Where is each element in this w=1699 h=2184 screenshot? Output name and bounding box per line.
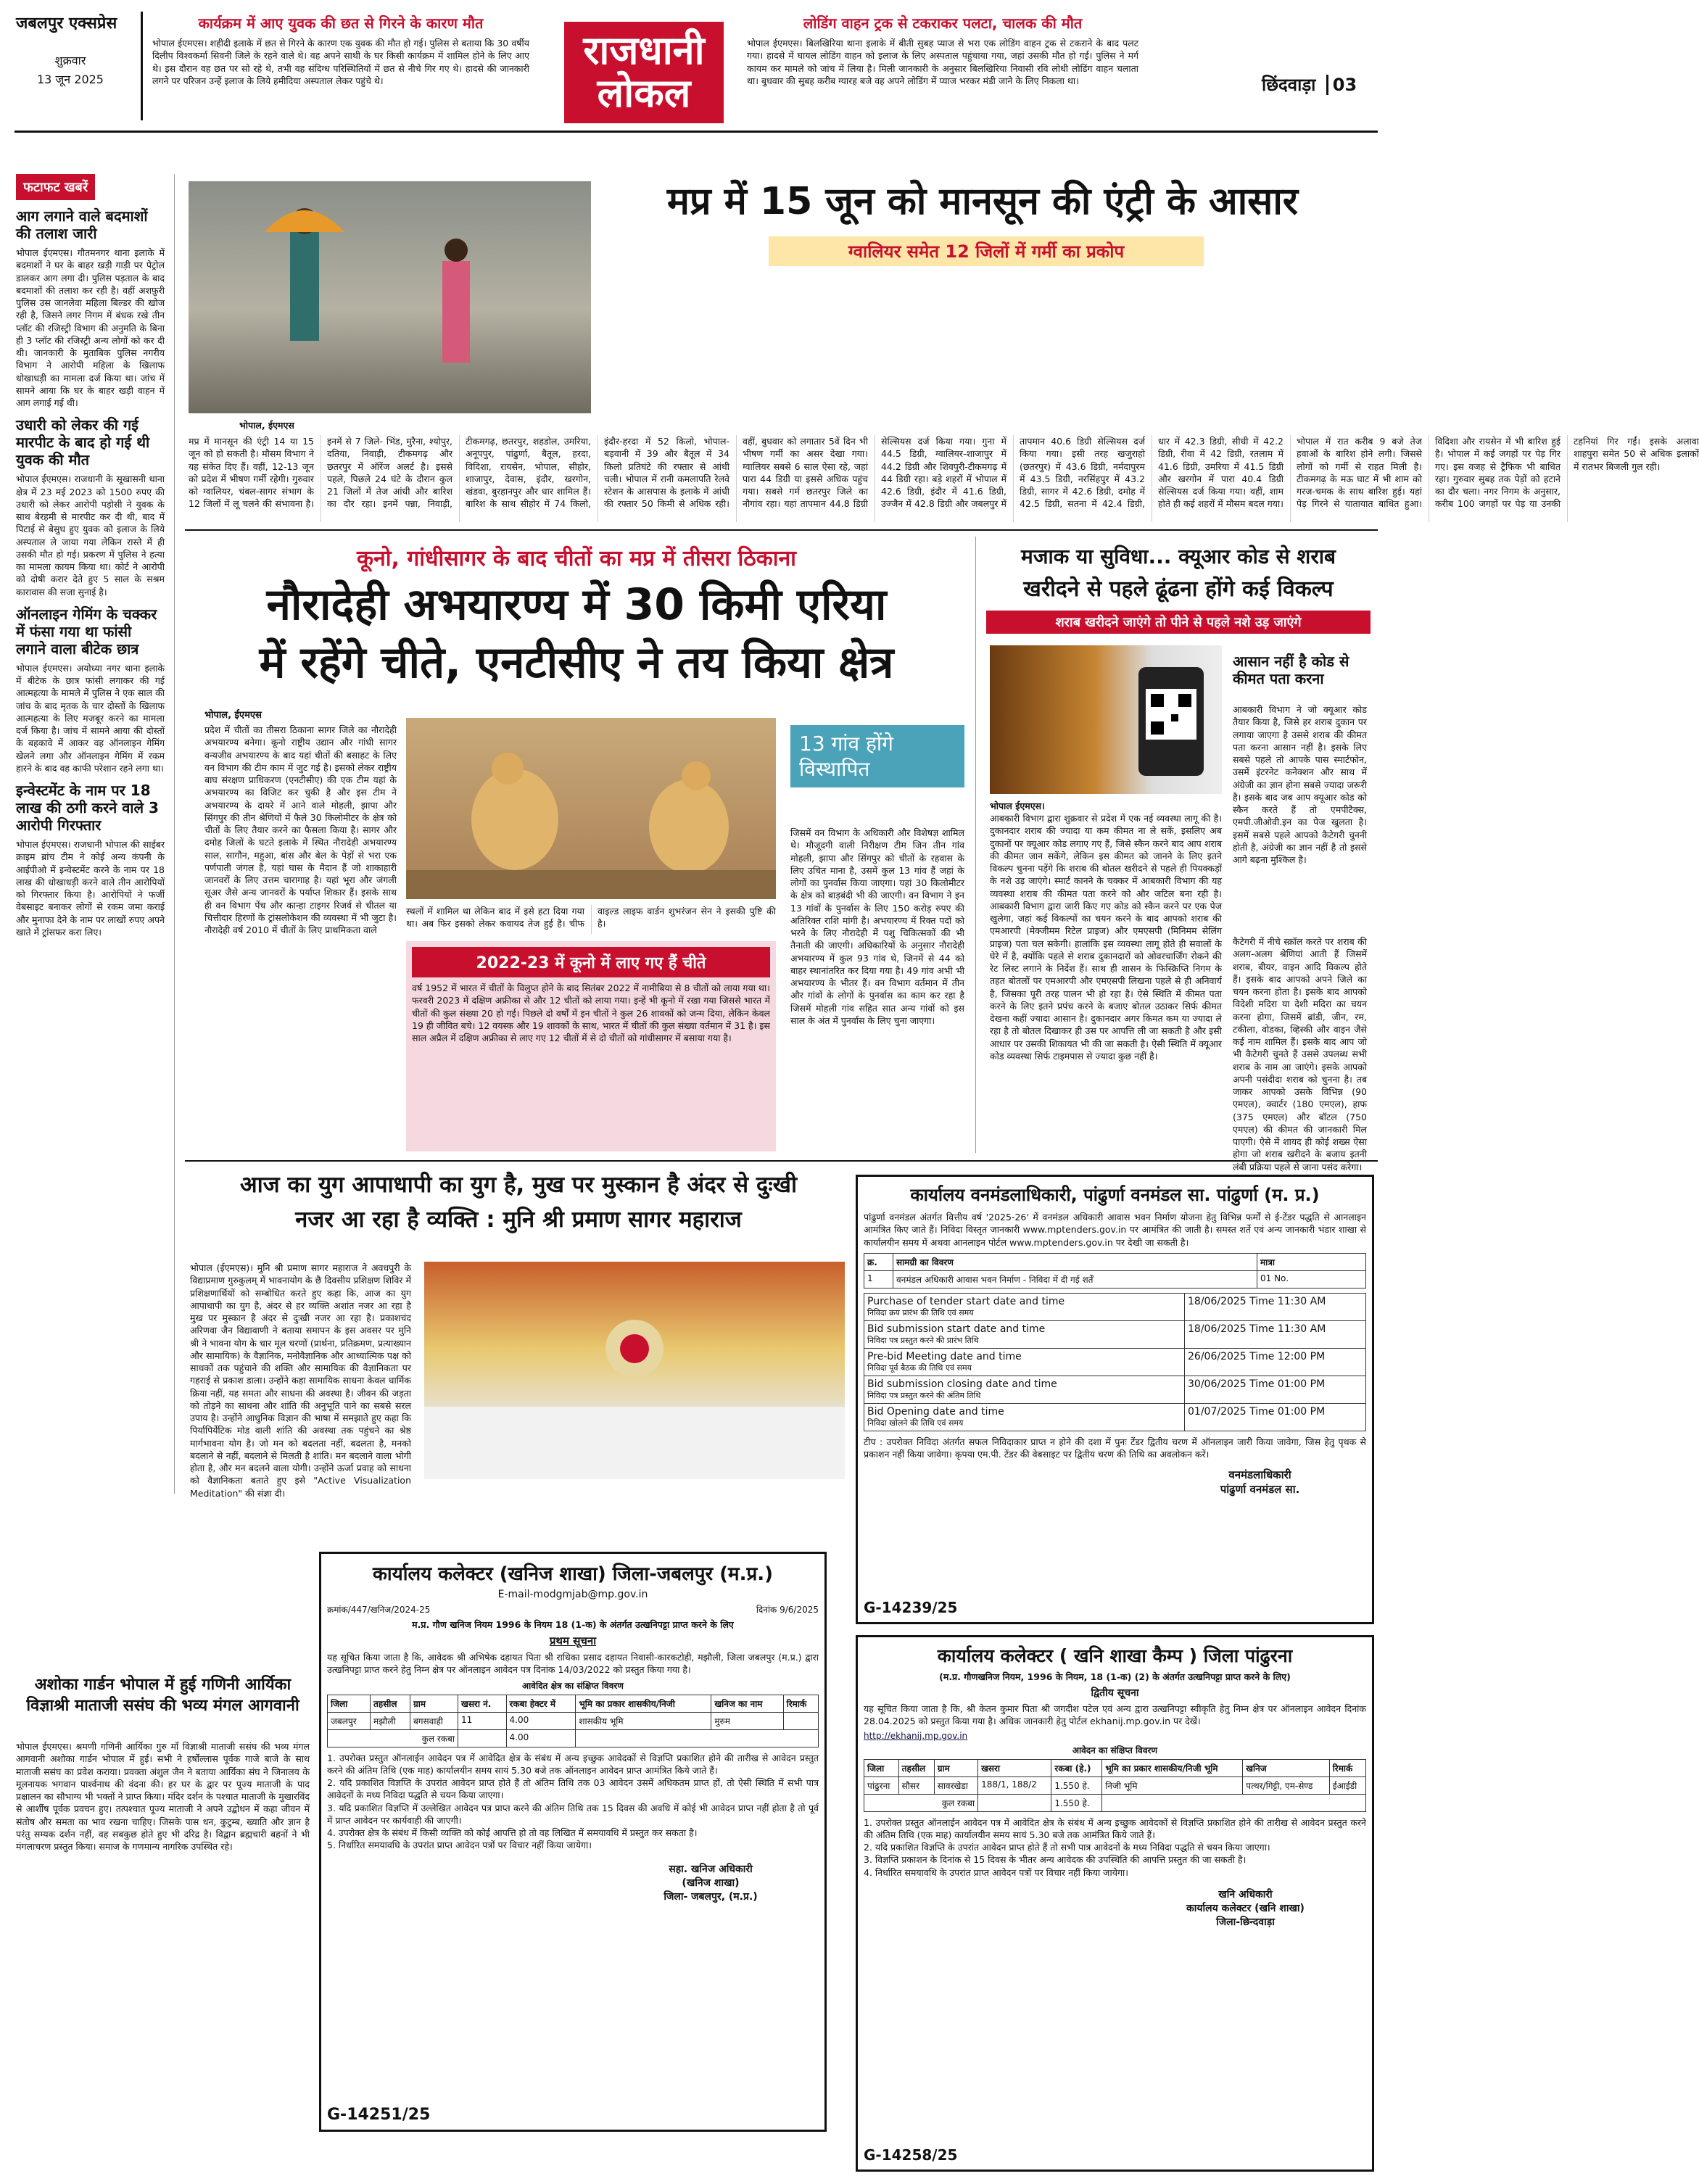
col-header: रिमार्क <box>783 1695 818 1712</box>
rule <box>185 1160 1378 1162</box>
cell: 4.00 <box>506 1712 576 1729</box>
cell: 11 <box>458 1712 507 1729</box>
section-line2: लोकल <box>597 70 691 117</box>
rain-photo <box>189 181 591 413</box>
qr-dateline: भोपाल ईएमएस। <box>990 801 1045 811</box>
qr-strap: शराब खरीदने जाएंगे तो पीने से पहले नशे उड़ जाएंगे <box>986 611 1371 634</box>
ashoka-body: भोपाल ईएमएस। श्रमणी गणिनी आर्यिका गुरु माँ विज्ञाश्री माताजी ससंघ की भव्य मंगल आगवानी अशोका गार्डन भोपाल में हुई। सभी ने हर्षोल्लास पूर्वक गाजे बाजे के साथ माताजी ससंघ का प्रवेश कराया। प्रवक्ता अंशुल जैन ने बताया आर्यिका संघ ने जिनालय के मूलनायक भगवान पार्श्वनाथ की वंदना की। हर घर के द्वार पर पूज्य माताजी के पाद प्रक्षालन का सौभाग्य भी भक्तों ने प्राप्त किया। मंदिर दर्शन के पश्चात माताजी के मुखारविंद से आर्शीष पूर्वक प्रवचन हुए। तत्पश्चात पूज्य माताजी ने अपने उद्बोधन में कहा जीवन में संतोष और समता का भाव रखना चाहिए। जिसके पास धन, कुटुम्ब, ख्याति और ज्ञान है परंतु सम्यक दर्शन नहीं, वह सबकुछ होते हुए भी दरिद्र है। विद्वान ब्रह्मचारी बहनों ने भी मंगलाचरण प्रस्तुत किया। समाज के गणमान्य नागरिक उपस्थित रहे। <box>16 1741 310 1852</box>
signatory-dept: पांढुर्णा वनमंडल सा. <box>1220 1483 1300 1497</box>
brief-headline: इन्वेस्टमेंट के नाम पर 18 लाख की ठगी करने वाले 3 आरोपी गिरफ्तार <box>16 782 159 834</box>
tender-notice: द्वितीय सूचना <box>1091 1687 1139 1699</box>
section-line1: राजधानी <box>583 28 705 73</box>
top-right-body: भोपाल ईएमएस। बिलखिरिया थाना इलाके में बीती सुबह प्याज से भरा एक लोडिंग वाहन ट्रक से टकराने के बाद पलट गया। हादसे में घायल लोडिंग वाहन को इलाज के लिए अस्पताल पहुंचाया गया, जहां उसकी मौत हो गई। पुलिस ने मर्ग कायम कर मामले को जांच में लिया है। मिली जानकारी के अनुसार बिलखिरिया निवासी रवि लोधी लोडिंग वाहन चलाता था। बुधवार की सुबह करीब ग्यारह बजे वह अपने लोडिंग में प्याज भरकर मंडी जाने के लिए निकला था। <box>747 38 1138 86</box>
rain-photo-figures <box>189 181 591 413</box>
tender-title: कार्यालय वनमंडलाधिकारी, पांढुर्णा वनमंडल सा. पांढुर्णा (म. प्र.) <box>910 1185 1320 1205</box>
cheetah-photo-caption: स्थलों में शामिल था लेकिन बाद में इसे हटा दिया गया था। अब फिर इसको लेकर कवायद तेज हुई है। चीफ वाइल्ड लाइफ वार्डन शुभरंजन सेन ने इसकी पुष्टि की है। <box>406 906 776 930</box>
top-left-body: भोपाल ईएमएस। शहीदी इलाके में छत से गिरने के कारण एक युवक की मौत हो गई। पुलिस से बताया कि 30 वर्षीय दिलीप विश्वकर्मा सिवनी जिले के रहने वाले थे। वह अपने साथी के घर किसी कार्यक्रम में शामिल होने के लिए आए थे। इस दौरान वह छत पर सो रहे थे, तभी वह संदिग्ध परिस्थितियों में छत से नीचे गिर गए थे। हादसे की जानकारी लगने पर परिजन उन्हें इलाज के लिये हमीदिया अस्पताल लेकर पहुंचे थे। <box>152 38 529 86</box>
point: 1. उपरोक्त प्रस्तुत ऑनलाईन आवेदन पत्र में आवेदित क्षेत्र के संबंध में अन्य इच्छुक आवेदकों से विज्ञप्ति प्रकाशित होने की तारीख से आवेदन प्रस्तुत करने की अंतिम तिथि (एक माह) कार्यालयीन समय सायं 5.30 बजे तक ऑनलाइन आवेदन प्राप्त आमंत्रित किये जाते हैं। <box>327 1752 819 1776</box>
col-header: खसरा नं. <box>458 1695 507 1712</box>
col-header: खसरा <box>978 1759 1051 1776</box>
date-label: Pre-bid Meeting date and time <box>867 1350 1022 1362</box>
tender-jabalpur <box>319 1552 827 2132</box>
col-header: सामग्री का विवरण <box>893 1253 1257 1270</box>
top-right-headline: लोडिंग वाहन ट्रक से टकराकर पलटा, चालक की मौत <box>803 15 1083 32</box>
cell <box>864 1376 1185 1403</box>
tender-pandhurna <box>856 1635 1374 2172</box>
fatafat-label: फटाफट खबरें <box>16 174 95 200</box>
tender-signature <box>1154 1468 1366 1497</box>
fact-box-title: 2022-23 में कूनो में लाए गए हैं चीते <box>412 947 770 977</box>
cell: पत्थर/गिट्टी, एम-सेण्ड <box>1243 1776 1329 1794</box>
cell <box>864 1293 1185 1320</box>
cell: सौसर <box>898 1776 934 1794</box>
cell <box>864 1348 1185 1376</box>
column-divider <box>174 174 175 1494</box>
cell: 1 <box>864 1270 893 1288</box>
table-row <box>864 1403 1366 1431</box>
qr-side-headline: आसान नहीं है कोड से कीमत पता करना <box>1233 653 1349 687</box>
table-row <box>864 1348 1366 1376</box>
page-info <box>1262 73 1357 96</box>
total-label: कुल रकबा <box>864 1794 978 1811</box>
rule <box>185 529 1378 531</box>
qr-code-icon <box>990 645 1222 794</box>
masthead-rule <box>15 131 1378 133</box>
top-right-story <box>747 13 1138 87</box>
day: शुक्रवार <box>54 54 86 67</box>
table-row <box>864 1293 1366 1320</box>
cheetah-figures <box>406 718 776 899</box>
cell: 1.550 हे. <box>1051 1776 1102 1794</box>
cell: 188/1, 188/2 <box>978 1776 1051 1794</box>
total-value: 4.00 <box>506 1729 576 1747</box>
brief-headline: आग लगाने वाले बदमाशों की तलाश जारी <box>16 207 148 242</box>
fact-box-body: वर्ष 1952 में भारत में चीतों के विलुप्त होने के बाद सितंबर 2022 में नामीबिया से 8 चीतों को लाया गया था। फरवरी 2023 में दक्षिण अफ्रीका से और 12 चीतों को लाया गया। इन्हें भी कूनो में रखा गया जिससे भारत में चीतों की कुल संख्या 20 हो गई। पिछले दो वर्षों में इन चीतों ने कुल 26 शावकों को जन्म दिया, लेकिन केवल 19 ही जीवित बचे। 12 वयस्क और 19 शावकों के साथ, भारत में चीतों की कुल संख्या वर्तमान में 31 है। इस साल अप्रैल में दक्षिण अफ्रीका से लाए गए 12 चीतों में से दो चीतों को गांधीसागर में बसाया गया है। <box>412 983 770 1043</box>
tender-notice: प्रथम सूचना <box>549 1634 597 1647</box>
date-label-hindi: निविदा क्रय प्रारंभ की तिथि एवं समय <box>867 1307 974 1318</box>
cell <box>783 1712 818 1729</box>
brief-body: भोपाल ईएमएस। राजधानी भोपाल की साईबर क्राइम ब्रांच टीम ने कोई अन्य कंपनी के आईपीओ में इन्वेस्टमेंट करने के नाम पर 18 लाख की धोखाधड़ी करने वाले तीन आरोपियों को गिरफ्तार किया है। आरोपियों ने फर्जी वेबसाइट बनाकर लोगों से रकम जमा कराई और मुनाफा देने के नाम पर लाखों रुपए अपने खाते में ट्रांसफर करा लिए। <box>16 839 165 938</box>
qr-photo <box>990 645 1222 794</box>
col-header: क्र. <box>864 1253 893 1270</box>
tender-link[interactable]: http://ekhanij.mp.gov.in <box>864 1730 968 1741</box>
masthead-left <box>16 12 143 120</box>
total-value: 1.550 हे. <box>1051 1794 1102 1811</box>
cell: सावरखेडा <box>934 1776 977 1794</box>
date-label-hindi: निविदा पूर्व बैठक की तिथि एवं समय <box>867 1362 972 1373</box>
point: 4. उपरोक्त क्षेत्र के संबंध में किसी व्यक्ति को कोई आपत्ति हो तो वह लिखित में समयावधि में प्रस्तुत कर सकता है। <box>327 1827 698 1838</box>
date-label-hindi: निविदा पत्र प्रस्तुत करने की प्रारंभ तिथि <box>867 1335 979 1345</box>
tender-intro: यह सूचित किया जाता है कि, श्री केतन कुमार पिता श्री जगदीश पटेल एवं अन्य द्वारा उत्खनिपट्टा स्वीकृति हेतु निम्न क्षेत्र पर ऑनलाइन आवेदन दिनांक 28.04.2025 को प्रस्तुत किया गया है। अधिक जानकारी हेतु पोर्टल ekhanij.mp.gov.in पर देखें। <box>864 1703 1366 1727</box>
cell: 26/06/2025 Time 12:00 PM <box>1185 1348 1366 1376</box>
cell: बगसवाही <box>410 1712 458 1729</box>
table-row <box>328 1712 819 1729</box>
ashoka-headline: अशोका गार्डन भोपाल में हुई गणिनी आर्यिका विज्ञाश्री माताजी ससंघ की भव्य मंगल आगवानी <box>26 1676 299 1715</box>
col-header: खनिज का नाम <box>711 1695 783 1712</box>
table-caption: आवेदन का संक्षिप्त विवरण <box>1072 1745 1158 1755</box>
table-row <box>864 1376 1366 1403</box>
cell: 01 No. <box>1257 1270 1366 1288</box>
fatafat-item <box>16 605 165 774</box>
signatory-district: जिला-छिन्दवाड़ा <box>1216 1916 1275 1928</box>
fatafat-item <box>16 782 165 938</box>
muni-body: भोपाल (ईएमएस)। मुनि श्री प्रमाण सागर महाराज ने अवधपुरी के विद्याप्रमाण गुरुकुलम् में भावनायोग के छै दिवसीय प्रशिक्षण शिविर में प्रशिक्षणार्थियों को सम्बोधित करते हुए कहा कि, आज का युग आपाधापी का युग है, अंदर से हर व्यक्ति अशांत नजर आ रहा है मुख पर मुस्कान है अंदर से दुःखी नजर आ रहा है। प्रकाशचंद अरिणवा जैन विद्यावाणी ने बताया समापन के इस अवसर पर मुनि श्री ने भावना योग के चार मूल चरणों (प्रार्थना, प्रतिक्रमण, प्रत्याख्यान और सामायिक) के वैज्ञानिक, मनोवैज्ञानिक और आध्यात्मिक पक्ष को साधकों तक पहुंचाने की शक्ति और सामायिक की वैज्ञानिकता पर गहराई से प्रकाश डाला। उन्होंने कहा सामायिक साधना केवल धार्मिक क्रिया नहीं, यह समता और साधना की अवस्था है। जीवन की जड़ता को तोड़ने का साधना और शांति की अनुभूति पाने का सबसे सरल उपाय है। उन्होंने आधुनिक विज्ञान की भाषा में समझाते हुए कहा कि पिर्यापिर्येटिक मोड वाली शांति की अवस्था तक पहुंचने का श्रेष्ठ मार्गभावना योग है। जो मन को बदलता नहीं, बदलता है, मनको बदलाने से नहीं, बदलाने से मिलती है शांति। मन बदलाने वाला भोगी होता है, और मन बदलने वाला योगी। उन्होंने ऊर्जा प्रवाह को साधना को वैज्ञानिकता बताते हुए इसे "Active Visualization Meditation" की संज्ञा दी। <box>190 1262 411 1499</box>
cell: शासकीय भूमि <box>576 1712 711 1729</box>
muni-headline-1: आज का युग आपाधापी का युग है, मुख पर मुस्कान है अंदर से दुःखी <box>240 1172 797 1198</box>
date-label-hindi: निविदा खोलने की तिथि एवं समय <box>867 1418 964 1428</box>
tender-ref: G-14239/25 <box>864 1599 958 1616</box>
tender-table <box>864 1253 1366 1289</box>
date-label: Purchase of tender start date and time <box>867 1295 1065 1307</box>
brief-body: भोपाल ईएमएस। गौतमनगर थाना इलाके में बदमाशों ने घर के बाहर खड़ी गाड़ी पर पेट्रोल डालकर आग लगा दी। पुलिस पड़ताल के बाद बदमाशों की तलाश कर रही है। वहीं अशफ़ुरी पुलिस उस जानलेवा महिला बिल्डर की खोज रही है, जिसने लगर निगम में बंधक रखे तीन प्लॉट की रजिस्ट्री विभाग की अनुमति के बिना ही 3 प्लॉट की रजिस्ट्री अन्य लोगों को कर दी थी। जानकारी के मुताबिक पुलिस नगरीय विभाग ने आरोपी महिला के खिलाफ धोखाधड़ी का मामला दर्ज किया था। जांच में सामने आया कि घर के बाहर खड़ी वाहन में आग लगाई गई थी। <box>16 247 165 408</box>
tender-rule: म.प्र. गौण खनिज नियम 1996 के नियम 18 (1-क) के अंतर्गत उत्खनिपट्टा प्राप्त करने के लिए <box>412 1619 734 1630</box>
muni-body-cont <box>424 1485 845 1543</box>
table-row <box>864 1776 1366 1794</box>
col-header: ग्राम <box>934 1759 977 1776</box>
monsoon-subhead: ग्वालियर समेत 12 जिलों में गर्मी का प्रकोप <box>769 236 1204 266</box>
tender-title: कार्यालय कलेक्टर (खनिज शाखा) जिला-जबलपुर (म.प्र.) <box>372 1563 774 1585</box>
cell: पांढुरना <box>864 1776 899 1794</box>
cheetah-body: प्रदेश में चीतों का तीसरा ठिकाना सागर जिले का नौरादेही अभयारण्य बनेगा। कूनो राष्ट्रीय उद्यान और गांधी सागर वन्यजीव अभयारण्य के बाद यहां चीतों की बसाहट के लिए वन विभाग की टीम काम में जुट गई है। इसको लेकर राष्ट्रीय बाघ संरक्षण प्राधिकरण (एनटीसीए) की एक टीम यहां के अभयारण्य का विजिट कर चुकी है और इस टीम ने अभयारण्य के दायरे में आने वाले मोहली, झापा और सिंगपुर की तीन श्रेणियों में फैले 30 किलोमीटर के क्षेत्र को चीतों के लिए तैयार करने का फैसला किया है। सागर और दमोह जिलों के घटते इलाके में स्थित नौरादेही अभयारण्य साल, सागौन, महुआ, बांस और बेल के पेड़ों से भरा एक पर्णपाती जंगल है, यहां घास के मैदान हैं जो शाकाहारी जानवरों के लिए उत्तम चारागाह है। यहां भूरा और जंगली सूअर जैसे अन्य जानवरों के पर्याप्त शिकार हैं। इसके साथ ही वन विभाग पेंच और कान्हा टाइगर रिजर्व से चीतल या चित्तीदार हिरणों के ट्रांसलोकेशन की व्यवस्था में भी जुटा है। नौरादेही वर्ष 2010 में चीतों के लिए प्राथमिकता वाले <box>204 724 397 935</box>
tender-forest <box>856 1175 1374 1624</box>
fatafat-item <box>16 416 165 598</box>
point: 5. निर्धारित समयावधि के उपरांत प्राप्त आवेदन पत्रों पर विचार नहीं किया जायेगा। <box>327 1840 592 1851</box>
col-header: तहसील <box>898 1759 934 1776</box>
cheetah-kicker: कूनो, गांधीसागर के बाद चीतों का मप्र में तीसरा ठिकाना <box>357 546 796 571</box>
section-box <box>564 22 724 123</box>
total-label: कुल रकबा <box>328 1729 458 1747</box>
brief-body: भोपाल ईएमएस। अयोध्या नगर थाना इलाके में बीटेक के छात्र फांसी लगाकर की गई आत्महत्या के मामले में पुलिस ने एक साल की जांच के बाद मृतक के चार दोस्तों के खिलाफ आत्महत्या के लिए मजबूर करने का मामला दर्ज किया है। जांच में सामने आया की दोस्तों के बहकावे में आकर वह ऑनलाइन गेमिंग खेलने लगा और ऑनलाइन गेमिंग में रकम हारने के बाद वह काफी परेशान रहने लगा था। <box>16 662 165 774</box>
cell: 01/07/2025 Time 01:00 PM <box>1185 1403 1366 1431</box>
col-header: जिला <box>864 1759 899 1776</box>
table-row <box>864 1320 1366 1348</box>
monsoon-body-cont <box>602 274 1367 521</box>
brief-headline: उधारी को लेकर की गई मारपीट के बाद हो गई थी युवक की मौत <box>16 416 150 469</box>
point: 2. यदि प्रकाशित विज्ञप्ति के उपरांत आवेदन प्राप्त होते हैं तो सभी पात्र आवेदनों के मध्य निविदा पद्धति से चयन किया जाएगा। <box>864 1842 1270 1853</box>
date-label: Bid submission start date and time <box>867 1323 1046 1335</box>
tender-ref: G-14258/25 <box>864 2146 958 2164</box>
table-caption: आवेदित क्षेत्र का संक्षिप्त विवरण <box>522 1680 624 1691</box>
date-label: Bid submission closing date and time <box>867 1378 1057 1390</box>
signatory-dept: (खनिज शाखा) <box>682 1877 740 1889</box>
qr-kicker: मजाक या सुविधा... क्यूआर कोड से शराब <box>1020 545 1336 568</box>
tender-number: क्रमांक/447/खनिज/2024-25 <box>327 1605 431 1615</box>
point: 3. यदि प्रकाशित विज्ञप्ति में उल्लेखित आवेदन पत्र प्राप्त करने की अंतिम तिथि तक 15 दिवस की अवधि में कोई भी आवेदन प्राप्त नहीं होता है तो पूर्व में प्राप्त आवेदन पर कार्यवाही की जाएगी। <box>327 1802 819 1826</box>
signatory: सहा. खनिज अधिकारी <box>669 1863 753 1875</box>
date: 13 जून 2025 <box>36 73 104 86</box>
tender-ref: G-14251/25 <box>327 2106 431 2124</box>
fatafat-item <box>16 207 165 409</box>
tender-table <box>864 1759 1366 1812</box>
date-label: Bid Opening date and time <box>867 1405 1004 1418</box>
point: 3. विज्ञप्ति प्रकाशन के दिनांक से 15 दिवस के भीतर अन्य आवेदक की उपस्थिति की आपत्ति प्रस्तुत की जा सकती है। <box>864 1854 1247 1866</box>
qr-body: आबकारी विभाग द्वारा शुक्रवार से प्रदेश में एक नई व्यवस्था लागू की है। दुकानदार शराब की ज्यादा या कम कीमत ना ले सकें, इसलिए अब दुकानों पर क्यूआर कोड लगाए गए हैं, जिसे स्कैन करने बाद आप शराब की कीमत जान सकेंगे, लेकिन इस कीमत को जानने के लिए इतने विकल्प चुनना पड़ेंगे कि शराब की बोतल खरीदने से पहले ही पियक्कड़ों के नशे उड़ जाएंगे। स्मार्ट कानने के चक्कर में आबकारी विभाग की यह व्यवस्था शराब की कीमत पता करने को और जटिल बना रही है। आबकारी विभाग द्वारा जारी किए गए कोड को स्कैन करने पर एक पेज खुलेगा, जहां कई विकल्पों का चयन करने के बाद आपको शराब की एमआरपी (मेक्जीमम रिटेल प्राइज) और एमएसपी (मिनिमम सेलिंग प्राइज) पता चल सकेगी। हालांकि इस व्यवस्था लागू होते ही सवालों के घेरे में है, क्योंकि पहले से शराब दुकानदारों को ओवरचार्जिंग रोकने की रेट लिस्ट लगाने के निर्देश हैं। साथ ही शासन के फिस्क्रिप्ति निगम के तहत बोतलों पर एमआरपी और एमएसपी लिखना पहले से ही अनिवार्य है, जिसका पूरी तरह पालन भी हो रहा है। ऐसे स्थिति में कीमत पता करने के लिए इतने प्रपंच करने के बजाए बोतल उठाकर सिर्फ कीमत देखना कहीं ज्यादा आसान है। दुकानदार अगर किमत कम या ज्यादा ले रहा है तो बोतल दिखाकर ही उस पर आपत्ति ली जा सकती है और इसी आधार पर उसकी शिकायत भी की जा सकती है। ऐसी स्थिति में क्यूआर कोड व्यवस्था सिर्फ टाइमपास से ज्यादा कुछ नहीं है। <box>990 813 1222 1062</box>
cheetah-headline-2: में रहेंगे चीते, एनटीसीए ने तय किया क्षेत्र <box>259 637 894 688</box>
col-header: रकबा (हे.) <box>1051 1759 1102 1776</box>
cell: 30/06/2025 Time 01:00 PM <box>1185 1376 1366 1403</box>
tender-dates-table <box>864 1293 1366 1431</box>
tender-table <box>327 1695 819 1747</box>
col-header: ग्राम <box>410 1695 458 1712</box>
col-header: जिला <box>328 1695 371 1712</box>
monsoon-caption: भोपाल, ईएमएस <box>239 420 294 431</box>
point: 2. यदि प्रकाशित विज्ञप्ति के उपरांत आवेदन प्राप्त होते हैं तो अंतिम तिथि तक 03 आवेदन उसमें अधिकतम प्राप्त हों, तो ऐसी स्थिति में सभी पात्र आवेदनों के मध्य निविदा पद्धति से चयन किया जाएगा। <box>327 1777 819 1801</box>
qr-side-body-2: कैटेगरी में नीचे स्क्रॉल करते पर शराब की अलग-अलग श्रेणियां आती हैं जिसमें शराब, बीयर, वाइन आदि विकल्प होते हैं। इसके बाद आपको अपने जिले का चयन करना होता है। इसके बाद आपको विदेशी मदिरा या देशी मदिरा का चयन करना होगा, जिसमें ब्रांडी, जीन, रम, टकीला, वोडका, व्हिस्की और वाइन जैसे कई नाम शामिल हैं। इसके बाद आप जो भी कैटेगरी चुनते हैं उससे उपलब्ध सभी शराब के नाम आ जाएंगे। इसके आपको अपनी पसंदीदा शराब को चुनना है। तब जाकर आपको उसके विभिन्न (90 एमएल), क्वार्टर (180 एमएल), हाफ (375 एमएल) और बॉटल (750 एमएल) की कीमत की जानकारी मिल पाएगी। ऐसे में शायद ही कोई शख्स ऐसा होगा जो शराब खरीदने के बजाय इतनी लंबी प्रक्रिया पहले से जाना पसंद करेगा। <box>1233 936 1367 1172</box>
cell: मझौली <box>370 1712 410 1729</box>
qr-side-body: आबकारी विभाग ने जो क्यूआर कोड तैयार किया है, जिसे हर शराब दुकान पर लगाया जाएगा है उससे शराब की कीमत पता करना आसान नहीं है। इसके लिए सबसे पहले तो आपके पास स्मार्टफोन, उसमें इंटरनेट कनेक्शन और साथ में अंग्रेजी का ज्ञान होना सबसे ज्यादा जरूरी है। इसके बाद जब आप क्यूआर कोड को स्कैन करते हैं तो एमपीटैक्स, एमपी.जीओवी.इन का पेज खुलता है। इसमें सबसे पहले आपको कैटेगरी चुननी होती है, अंग्रेजी का ज्ञान नहीं है तो इससे आगे बढ़ना मुश्किल है। <box>1233 704 1367 865</box>
top-left-story <box>152 13 529 87</box>
tender-date: दिनांक 9/6/2025 <box>756 1605 819 1615</box>
point: 1. उपरोक्त प्रस्तुत ऑनलाईन आवेदन पत्र में आवेदित क्षेत्र के संबंध में अन्य इच्छुक आवेदकों से विज्ञप्ति प्रकाशित होने की तारीख से आवेदन प्रस्तुत करने की अंतिम तिथि (एक माह) कार्यालयीन समय सायं 5.30 बजे तक आमंत्रित किये जाते हैं। <box>864 1816 1366 1840</box>
qr-headline: खरीदने से पहले ढूंढना होंगे कई विकल्प <box>1023 576 1334 602</box>
monsoon-headline: मप्र में 15 जून को मानसून की एंट्री के आसार <box>666 180 1299 223</box>
monsoon-body: मप्र में मानसून की एंट्री 14 या 15 जून को हो सकती है। मौसम विभाग ने यह संकेत दिए हैं। वहीं, 12-13 जून को प्रदेश में भीषण गर्मी रहेगी। गुरुवार को ग्वालियर, चंबल-सागर संभाग के 12 जिलों में लू चलने की संभावना है। इनमें से 7 जिले- भिंड, मुरैना, श्योपुर, दतिया, निवाड़ी, टीकमगढ़ और छतरपुर में ऑरेंज अलर्ट है। इससे पहले, पिछले 24 घंटे के दौरान कुल 21 जिलों में तेज आंधी और बारिश का दौर रहा। इनमें पन्ना, निवाड़ी, टीकमगढ़, छतरपुर, शहडोल, उमरिया, अनूपपुर, पांढुर्णा, बैतूल, हरदा, विदिशा, रायसेन, भोपाल, सीहोर, शाजापुर, देवास, इंदौर, खरगोन, खंडवा, बुरहानपुर और धार शामिल हैं। बारिश के साथ सीहोर में 74 किलो, इंदौर-हरदा में 52 किलो, भोपाल-बड़वानी में 39 और बैतूल में 34 किलो प्रतिघंटे की रफ्तार से आंधी चली। भोपाल में रानी कमलापति रेलवे स्टेशन के आसपास के इलाके में आंधी की रफ्तार 50 किमी से अधिक रही। वहीं, बुधवार को लगातार 5वें दिन भी भीषण गर्मी का असर देखा गया। ग्वालियर सबसे 6 साल ऐसा रहे, जहां पारा 44 डिग्री या इससे अधिक पहुंच गया। सबसे गर्म छतरपुर जिले का नौगांव रहा। यहां तापमान 44.8 डिग्री सेल्सियस दर्ज किया गया। गुना में 44.5 डिग्री, ग्वालियर-शाजापुर में 44.2 डिग्री और शिवपुरी-टीकमगढ़ में 44 डिग्री रहा। बड़े शहरों में भोपाल में 42.6 डिग्री, इंदौर में 41.6 डिग्री, उज्जैन में 42.8 डिग्री और जबलपुर में तापमान 40.6 डिग्री सेल्सियस दर्ज किया गया। इसी तरह खजुराहो (छतरपुर) में 43.6 डिग्री, नर्मदापुरम में 43.5 डिग्री, नरसिंहपुर में 43.2 डिग्री, सागर में 42.6 डिग्री, दमोह में 42.5 डिग्री, सतना में 42.4 डिग्री, धार में 42.3 डिग्री, सीधी में 42.2 डिग्री, रीवा में 42 डिग्री, रतलाम में 41.6 डिग्री, उमरिया में 41.5 डिग्री और खरगोन में पारा 40.4 डिग्री सेल्सियस दर्ज किया गया। वहीं, शाम होते ही कई शहरों में मौसम बदल गया। भोपाल में रात करीब 9 बजे तेज हवाओं के बारिश होने लगी। जिससे लोगों को गर्मी से राहत मिली है। टीकमगढ़ के मऊ घाट में भी शाम को गरज-चमक के साथ बारिश हुई। यहां पेड़ गिरने से यातायात बाधित हुआ। विदिशा और रायसेन में भी बारिश हुई है। भोपाल में कई जगहों पर पेड़ गिर गए। इस वजह से ट्रैफिक भी बाधित रहा। गुरुवार सुबह तक पेड़ों को हटाने का दौर चला। नगर निगम के अनुसार, करीब 100 जगहों पर पेड़ या उनकी टहनियां गिर गईं। इसके अलावा शाहपुरा समेत 50 से अधिक इलाकों में रातभर बिजली गुल रही। <box>189 436 1699 510</box>
col-header: खनिज <box>1243 1759 1329 1776</box>
cell: जबलपुर <box>328 1712 371 1729</box>
muni-event-scene <box>424 1262 845 1479</box>
fatafat-column <box>16 174 165 1494</box>
signatory: वनमंडलाधिकारी <box>1228 1468 1291 1482</box>
col-header: तहसील <box>370 1695 410 1712</box>
cell: वनमंडल अधिकारी आवास भवन निर्माण - निविदा में दी गई शर्तें <box>893 1270 1257 1288</box>
tender-email: E-mail-modgmjab@mp.gov.in <box>497 1589 648 1600</box>
tender-intro: पांढुर्णा वनमंडल अंतर्गत वित्तीय वर्ष '2025-26' में वनमंडल अधिकारी आवास भवन निर्माण योजना हेतु विभिन्न फर्मों से ई-टेंडर पद्धति से आनलाइन आमंत्रित किए जाते हैं। निविदा विस्तृत जानकारी www.mptenders.gov.in पर आमंत्रित की जाती है। समस्त शर्ते एवं अन्य जानकारी भंडार शाखा से कार्यालयीन समय में अथवा आनलाइन पोर्टल www.mptenders.gov.in पर देखी जा सकती है। <box>864 1212 1366 1248</box>
tender-title: कार्यालय कलेक्टर ( खनि शाखा कैम्प ) जिला पांढुरना <box>937 1645 1293 1666</box>
point: 4. निर्धारित समयावधि के उपरांत प्राप्त आवेदन पत्रों पर विचार नहीं किया जायेगा। <box>864 1866 1128 1878</box>
city-name: छिंदवाड़ा <box>1262 75 1316 95</box>
tender-intro: यह सूचित किया जाता है कि, आवेदक श्री अभिषेक दहायत पिता श्री राधिका प्रसाद दहायत निवासी-कारकटोही, मझौली, जिला जबलपुर (म.प्र.) द्वारा उत्खनिपट्टा प्राप्त करने हेतु निम्न क्षेत्र पर ऑनलाइन आवेदन पत्र दिनांक 14/03/2022 को प्रस्तुत किया गया है। <box>327 1652 819 1676</box>
brief-body: भोपाल ईएमएस। राजधानी के सूखासनी थाना क्षेत्र में 23 मई 2023 को 1500 रुपए की उधारी को लेकर आरोपी पड़ोसी ने युवक के साथ बेरहमी से मारपीट कर दी थी, बाद में पिटाई से बेसुध हुए युवक को इलाज के लिये अस्पताल ले जाया गया लेकिन रास्ते में ही उसकी मौत हो गई। प्रकरण में पुलिस ने हत्या का मामला कायम किया था। कोर्ट ने आरोपी को दोषी करार देते हुए 5 साल के सश्रम कारावास की सजा सुनाई है। <box>16 473 165 597</box>
col-header: मात्रा <box>1257 1253 1366 1270</box>
column-divider <box>975 537 976 1153</box>
col-header: भूमि का प्रकार शासकीय/निजी <box>576 1695 711 1712</box>
brief-headline: ऑनलाइन गेमिंग के चक्कर में फंसा गया था फांसी लगाने वाला बीटेक छात्र <box>16 605 157 658</box>
tender-signature <box>1125 1887 1366 1929</box>
tender-points <box>327 1752 819 1852</box>
villages-box: 13 गांव होंगे विस्थापित <box>790 725 964 787</box>
tender-rule: (म.प्र. गौणखनिज नियम, 1996 के नियम, 18 (1-क) (2) के अंतर्गत उत्खनिपट्टा प्राप्त करने के लिए) <box>939 1671 1291 1682</box>
cell <box>864 1403 1185 1431</box>
page-number: 03 <box>1332 75 1357 95</box>
cell: ईआईडी <box>1329 1776 1365 1794</box>
muni-photo <box>424 1262 845 1479</box>
table-row <box>864 1270 1366 1288</box>
cheetah-headline-1: नौरादेही अभयारण्य में 30 किमी एरिया <box>266 579 887 630</box>
date-label-hindi: निविदा पत्र प्रस्तुत करने की अंतिम तिथि <box>867 1390 981 1400</box>
cheetah-body-2: जिसमें वन विभाग के अधिकारी और विशेषज्ञ शामिल थे। मौजूदगी वाली निरीक्षण टीम जिन तीन गांव मोहली, झापा और सिंगपुर को चीतों के रहवास के लिए उचित माना है, उसमें कुल 13 गांव हैं जहां के लोगों का पुनर्वास किया जाएगा। यहां 30 किलोमीटर के क्षेत्र को बाड़बंदी भी की जाएगी। वन विभाग ने इन 13 गांवों के पुनर्वास के लिए 150 करोड़ रुपए की अतिरिक्त राशि मांगी है। अभयारण्य में रिक्त पदों को भरने के लिए नौरादेही में पशु चिकित्सकों की भी तैनाती की जाएगी। अधिकारियों के अनुसार नौरादेही अभयारण्य में कुल 93 गांव थे, जिनमें से 44 को बाहर स्थानांतरित कर दिया गया है। 49 गांव अभी भी अभयारण्य के भीतर हैं। वन विभाग वर्तमान में तीन और गांवों के लोगों के पुनर्वास का काम कर रहा है जिसमें मोहली गांव सहित सात अन्य गांवों को इस साल के अंत में पुनर्वास के लिए चुना जाएगा। <box>790 827 964 1026</box>
signatory-dept: कार्यालय कलेक्टर (खनि शाखा) <box>1186 1902 1305 1914</box>
cheetah-fact-box <box>406 941 776 1151</box>
paper-name: जबलपुर एक्सप्रेस <box>16 15 117 33</box>
cell: निजी भूमि <box>1102 1776 1243 1794</box>
cheetah-photo <box>406 718 776 899</box>
signatory: खनि अधिकारी <box>1218 1888 1273 1900</box>
signatory-district: जिला- जबलपुर, (म.प्र.) <box>664 1890 758 1903</box>
cell: मुरुम <box>711 1712 783 1729</box>
tender-signature <box>603 1862 819 1903</box>
col-header: रकबा हेक्टर में <box>506 1695 576 1712</box>
cell: 18/06/2025 Time 11:30 AM <box>1185 1293 1366 1320</box>
cheetah-dateline: भोपाल, ईएमएस <box>204 710 262 721</box>
cell <box>864 1320 1185 1348</box>
cell: 18/06/2025 Time 11:30 AM <box>1185 1320 1366 1348</box>
muni-headline-2: नजर आ रहा है व्यक्ति : मुनि श्री प्रमाण सागर महाराज <box>295 1207 742 1233</box>
tender-points <box>864 1816 1366 1879</box>
col-header: भूमि का प्रकार शासकीय/निजी भूमि <box>1102 1759 1243 1776</box>
tender-note: टीप : उपरोक्त निविदा अंतर्गत सफल निविदाकार प्राप्त न होने की दशा में पुनः टेंडर द्वितीय चरण में ऑनलाइन जारी किया जावेगा, जिस हेतु पृथक से प्रकाशन नहीं किया जावेगा। कृपया एम.पी. टेंडर की वेबसाइट पर द्वितीय चरण की तिथि का अवलोकन करें। <box>864 1436 1366 1460</box>
top-left-headline: कार्यक्रम में आए युवक की छत से गिरने के कारण मौत <box>198 15 484 32</box>
col-header: रिमार्क <box>1329 1759 1365 1776</box>
